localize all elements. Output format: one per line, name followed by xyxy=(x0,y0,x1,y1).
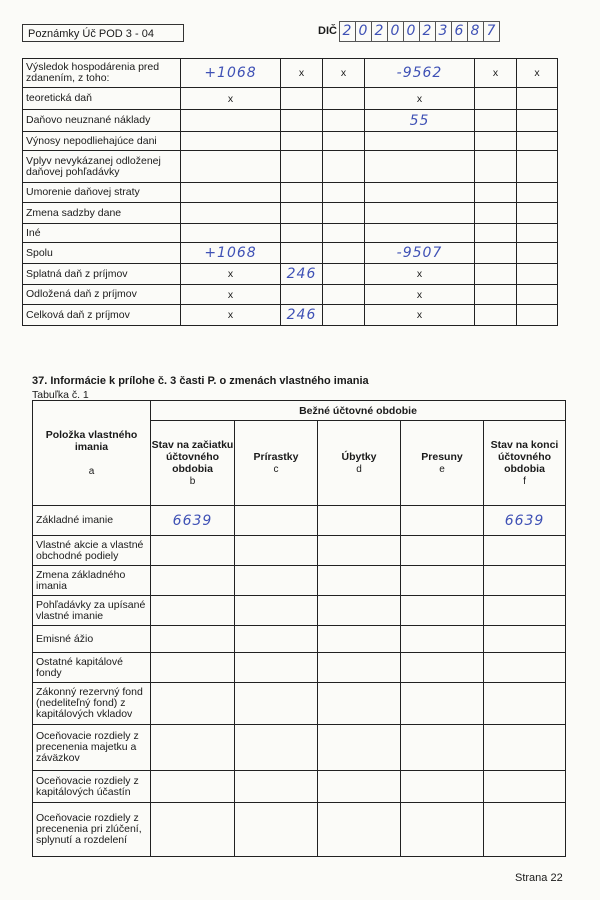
cell xyxy=(181,110,281,132)
table-row xyxy=(33,683,566,725)
table-row xyxy=(33,626,566,653)
cell: x xyxy=(365,305,475,326)
cell xyxy=(401,683,484,725)
table-row xyxy=(23,110,558,132)
cell xyxy=(181,132,281,151)
cell xyxy=(235,653,318,683)
cell xyxy=(235,536,318,566)
cell xyxy=(484,803,566,857)
cell xyxy=(401,596,484,626)
cell xyxy=(517,243,558,264)
row-label: Výsledok hospodárenia pred zdanením, z toho: xyxy=(23,59,181,88)
cell xyxy=(475,88,517,110)
cell: x xyxy=(365,285,475,305)
dic-label: DIČ xyxy=(318,25,337,37)
tax-reconciliation-table xyxy=(22,58,558,326)
cell xyxy=(475,132,517,151)
cell xyxy=(484,536,566,566)
dic-digit: 0 xyxy=(355,21,372,42)
cell xyxy=(475,224,517,243)
row-label: Ostatné kapitálové fondy xyxy=(33,653,151,683)
cell xyxy=(151,626,235,653)
table-row xyxy=(23,59,558,88)
row-label: Výnosy nepodliehajúce dani xyxy=(23,132,181,151)
cell xyxy=(484,725,566,771)
cell xyxy=(235,506,318,536)
dic-digit: 2 xyxy=(371,21,388,42)
row-label: Oceňovacie rozdiely z precenenia pri zlúčení, splynutí a rozdelení xyxy=(33,803,151,857)
cell xyxy=(484,653,566,683)
cell xyxy=(151,596,235,626)
row-label: Vplyv nevykázanej odloženej daňovej pohľadávky xyxy=(23,151,181,183)
cell: x xyxy=(365,264,475,285)
cell xyxy=(235,683,318,725)
row-label: Oceňovacie rozdiely z kapitálových účastín xyxy=(33,771,151,803)
cell: x xyxy=(181,305,281,326)
cell xyxy=(323,110,365,132)
cell xyxy=(323,264,365,285)
cell xyxy=(151,725,235,771)
cell: 246 xyxy=(281,264,323,285)
cell xyxy=(323,132,365,151)
row-label: Daňovo neuznané náklady xyxy=(23,110,181,132)
cell xyxy=(235,725,318,771)
row-label: Zmena základného imania xyxy=(33,566,151,596)
cell xyxy=(151,803,235,857)
page-number: Strana 22 xyxy=(515,872,563,884)
cell: x xyxy=(365,88,475,110)
cell xyxy=(475,264,517,285)
cell xyxy=(517,224,558,243)
col-header: Úbytky d xyxy=(318,421,401,506)
cell xyxy=(365,224,475,243)
cell: 6639 xyxy=(484,506,566,536)
row-label: Splatná daň z príjmov xyxy=(23,264,181,285)
row-label: Celková daň z príjmov xyxy=(23,305,181,326)
dic-digit: 6 xyxy=(451,21,468,42)
cell xyxy=(151,566,235,596)
cell xyxy=(365,132,475,151)
dic-digit: 7 xyxy=(483,21,500,42)
cell xyxy=(181,183,281,203)
row-label: Odložená daň z príjmov xyxy=(23,285,181,305)
cell xyxy=(281,110,323,132)
cell: x xyxy=(281,59,323,88)
cell xyxy=(235,566,318,596)
cell xyxy=(281,285,323,305)
table-row xyxy=(33,506,566,536)
group-header: Bežné účtovné obdobie xyxy=(151,401,566,421)
table-row xyxy=(33,653,566,683)
table-row xyxy=(33,771,566,803)
cell xyxy=(401,725,484,771)
cell: x xyxy=(323,59,365,88)
row-label: Spolu xyxy=(23,243,181,264)
table-row xyxy=(23,285,558,305)
table-row xyxy=(23,224,558,243)
col-header: Prírastky c xyxy=(235,421,318,506)
cell xyxy=(517,88,558,110)
row-label: Vlastné akcie a vlastné obchodné podiely xyxy=(33,536,151,566)
table-row xyxy=(23,151,558,183)
cell xyxy=(484,566,566,596)
table-row xyxy=(33,566,566,596)
cell xyxy=(517,285,558,305)
row-label: teoretická daň xyxy=(23,88,181,110)
row-label: Zmena sadzby dane xyxy=(23,203,181,224)
cell xyxy=(318,653,401,683)
cell xyxy=(318,626,401,653)
cell: x xyxy=(517,59,558,88)
cell xyxy=(484,683,566,725)
row-label: Oceňovacie rozdiely z precenenia majetku a záväzkov xyxy=(33,725,151,771)
cell xyxy=(517,132,558,151)
cell xyxy=(323,305,365,326)
dic-field xyxy=(318,20,500,42)
col-header: Presuny e xyxy=(401,421,484,506)
table-row xyxy=(23,243,558,264)
cell xyxy=(318,536,401,566)
cell xyxy=(365,151,475,183)
cell xyxy=(401,771,484,803)
dic-digit: 2 xyxy=(419,21,436,42)
cell xyxy=(281,183,323,203)
table-row xyxy=(23,132,558,151)
dic-digit: 0 xyxy=(403,21,420,42)
cell: x xyxy=(475,59,517,88)
col-header: Stav na začiatku účtovného obdobia b xyxy=(151,421,235,506)
cell xyxy=(517,110,558,132)
cell xyxy=(318,566,401,596)
cell xyxy=(475,151,517,183)
form-label: Poznámky Úč POD 3 - 04 xyxy=(22,24,184,42)
cell xyxy=(484,626,566,653)
cell xyxy=(318,725,401,771)
cell xyxy=(517,203,558,224)
row-label: Umorenie daňovej straty xyxy=(23,183,181,203)
cell xyxy=(281,243,323,264)
cell xyxy=(323,151,365,183)
table-row xyxy=(23,203,558,224)
cell xyxy=(318,771,401,803)
cell xyxy=(151,536,235,566)
table-row xyxy=(23,264,558,285)
cell: -9507 xyxy=(365,243,475,264)
cell xyxy=(181,224,281,243)
cell: x xyxy=(181,285,281,305)
cell xyxy=(151,653,235,683)
cell xyxy=(281,88,323,110)
col-header-item: Položka vlastného imania a xyxy=(33,401,151,506)
cell xyxy=(318,506,401,536)
cell xyxy=(365,203,475,224)
cell xyxy=(475,110,517,132)
cell xyxy=(151,683,235,725)
cell xyxy=(323,88,365,110)
cell xyxy=(323,243,365,264)
cell xyxy=(235,626,318,653)
cell xyxy=(401,626,484,653)
cell: 246 xyxy=(281,305,323,326)
cell xyxy=(323,224,365,243)
table-row xyxy=(33,803,566,857)
cell xyxy=(517,183,558,203)
cell xyxy=(484,771,566,803)
table-row xyxy=(23,88,558,110)
cell xyxy=(401,653,484,683)
dic-digit: 0 xyxy=(387,21,404,42)
cell xyxy=(475,305,517,326)
cell xyxy=(235,771,318,803)
cell xyxy=(475,243,517,264)
cell xyxy=(475,203,517,224)
dic-digit: 2 xyxy=(339,21,356,42)
equity-changes-table xyxy=(32,400,566,857)
cell xyxy=(401,566,484,596)
cell xyxy=(323,285,365,305)
cell xyxy=(401,536,484,566)
dic-digit: 3 xyxy=(435,21,452,42)
table-row xyxy=(23,305,558,326)
cell xyxy=(475,285,517,305)
cell xyxy=(318,803,401,857)
table-row xyxy=(33,596,566,626)
table-row xyxy=(23,183,558,203)
row-label: Základné imanie xyxy=(33,506,151,536)
cell xyxy=(281,224,323,243)
cell xyxy=(235,803,318,857)
cell xyxy=(151,771,235,803)
row-label: Pohľadávky za upísané vlastné imanie xyxy=(33,596,151,626)
cell xyxy=(281,151,323,183)
cell xyxy=(235,596,318,626)
cell xyxy=(281,203,323,224)
cell xyxy=(323,183,365,203)
section-title: 37. Informácie k prílohe č. 3 časti P. o zmenách vlastného imania xyxy=(32,375,369,387)
cell xyxy=(484,596,566,626)
cell: 55 xyxy=(365,110,475,132)
cell xyxy=(281,132,323,151)
row-label: Iné xyxy=(23,224,181,243)
table-row xyxy=(33,725,566,771)
cell: 6639 xyxy=(151,506,235,536)
cell: x xyxy=(181,264,281,285)
dic-digit: 8 xyxy=(467,21,484,42)
cell xyxy=(181,151,281,183)
row-label: Emisné ážio xyxy=(33,626,151,653)
cell xyxy=(475,183,517,203)
col-header: Stav na konci účtovného obdobia f xyxy=(484,421,566,506)
cell: x xyxy=(181,88,281,110)
cell xyxy=(318,596,401,626)
cell xyxy=(401,803,484,857)
table-label: Tabuľka č. 1 xyxy=(32,389,89,401)
cell xyxy=(318,683,401,725)
cell xyxy=(181,203,281,224)
table-row xyxy=(33,536,566,566)
row-label: Zákonný rezervný fond (nedeliteľný fond) z kapitálových vkladov xyxy=(33,683,151,725)
cell xyxy=(401,506,484,536)
cell xyxy=(323,203,365,224)
cell: +1068 xyxy=(181,243,281,264)
cell xyxy=(517,151,558,183)
cell xyxy=(517,305,558,326)
cell xyxy=(365,183,475,203)
cell xyxy=(517,264,558,285)
cell: -9562 xyxy=(365,59,475,88)
cell: +1068 xyxy=(181,59,281,88)
